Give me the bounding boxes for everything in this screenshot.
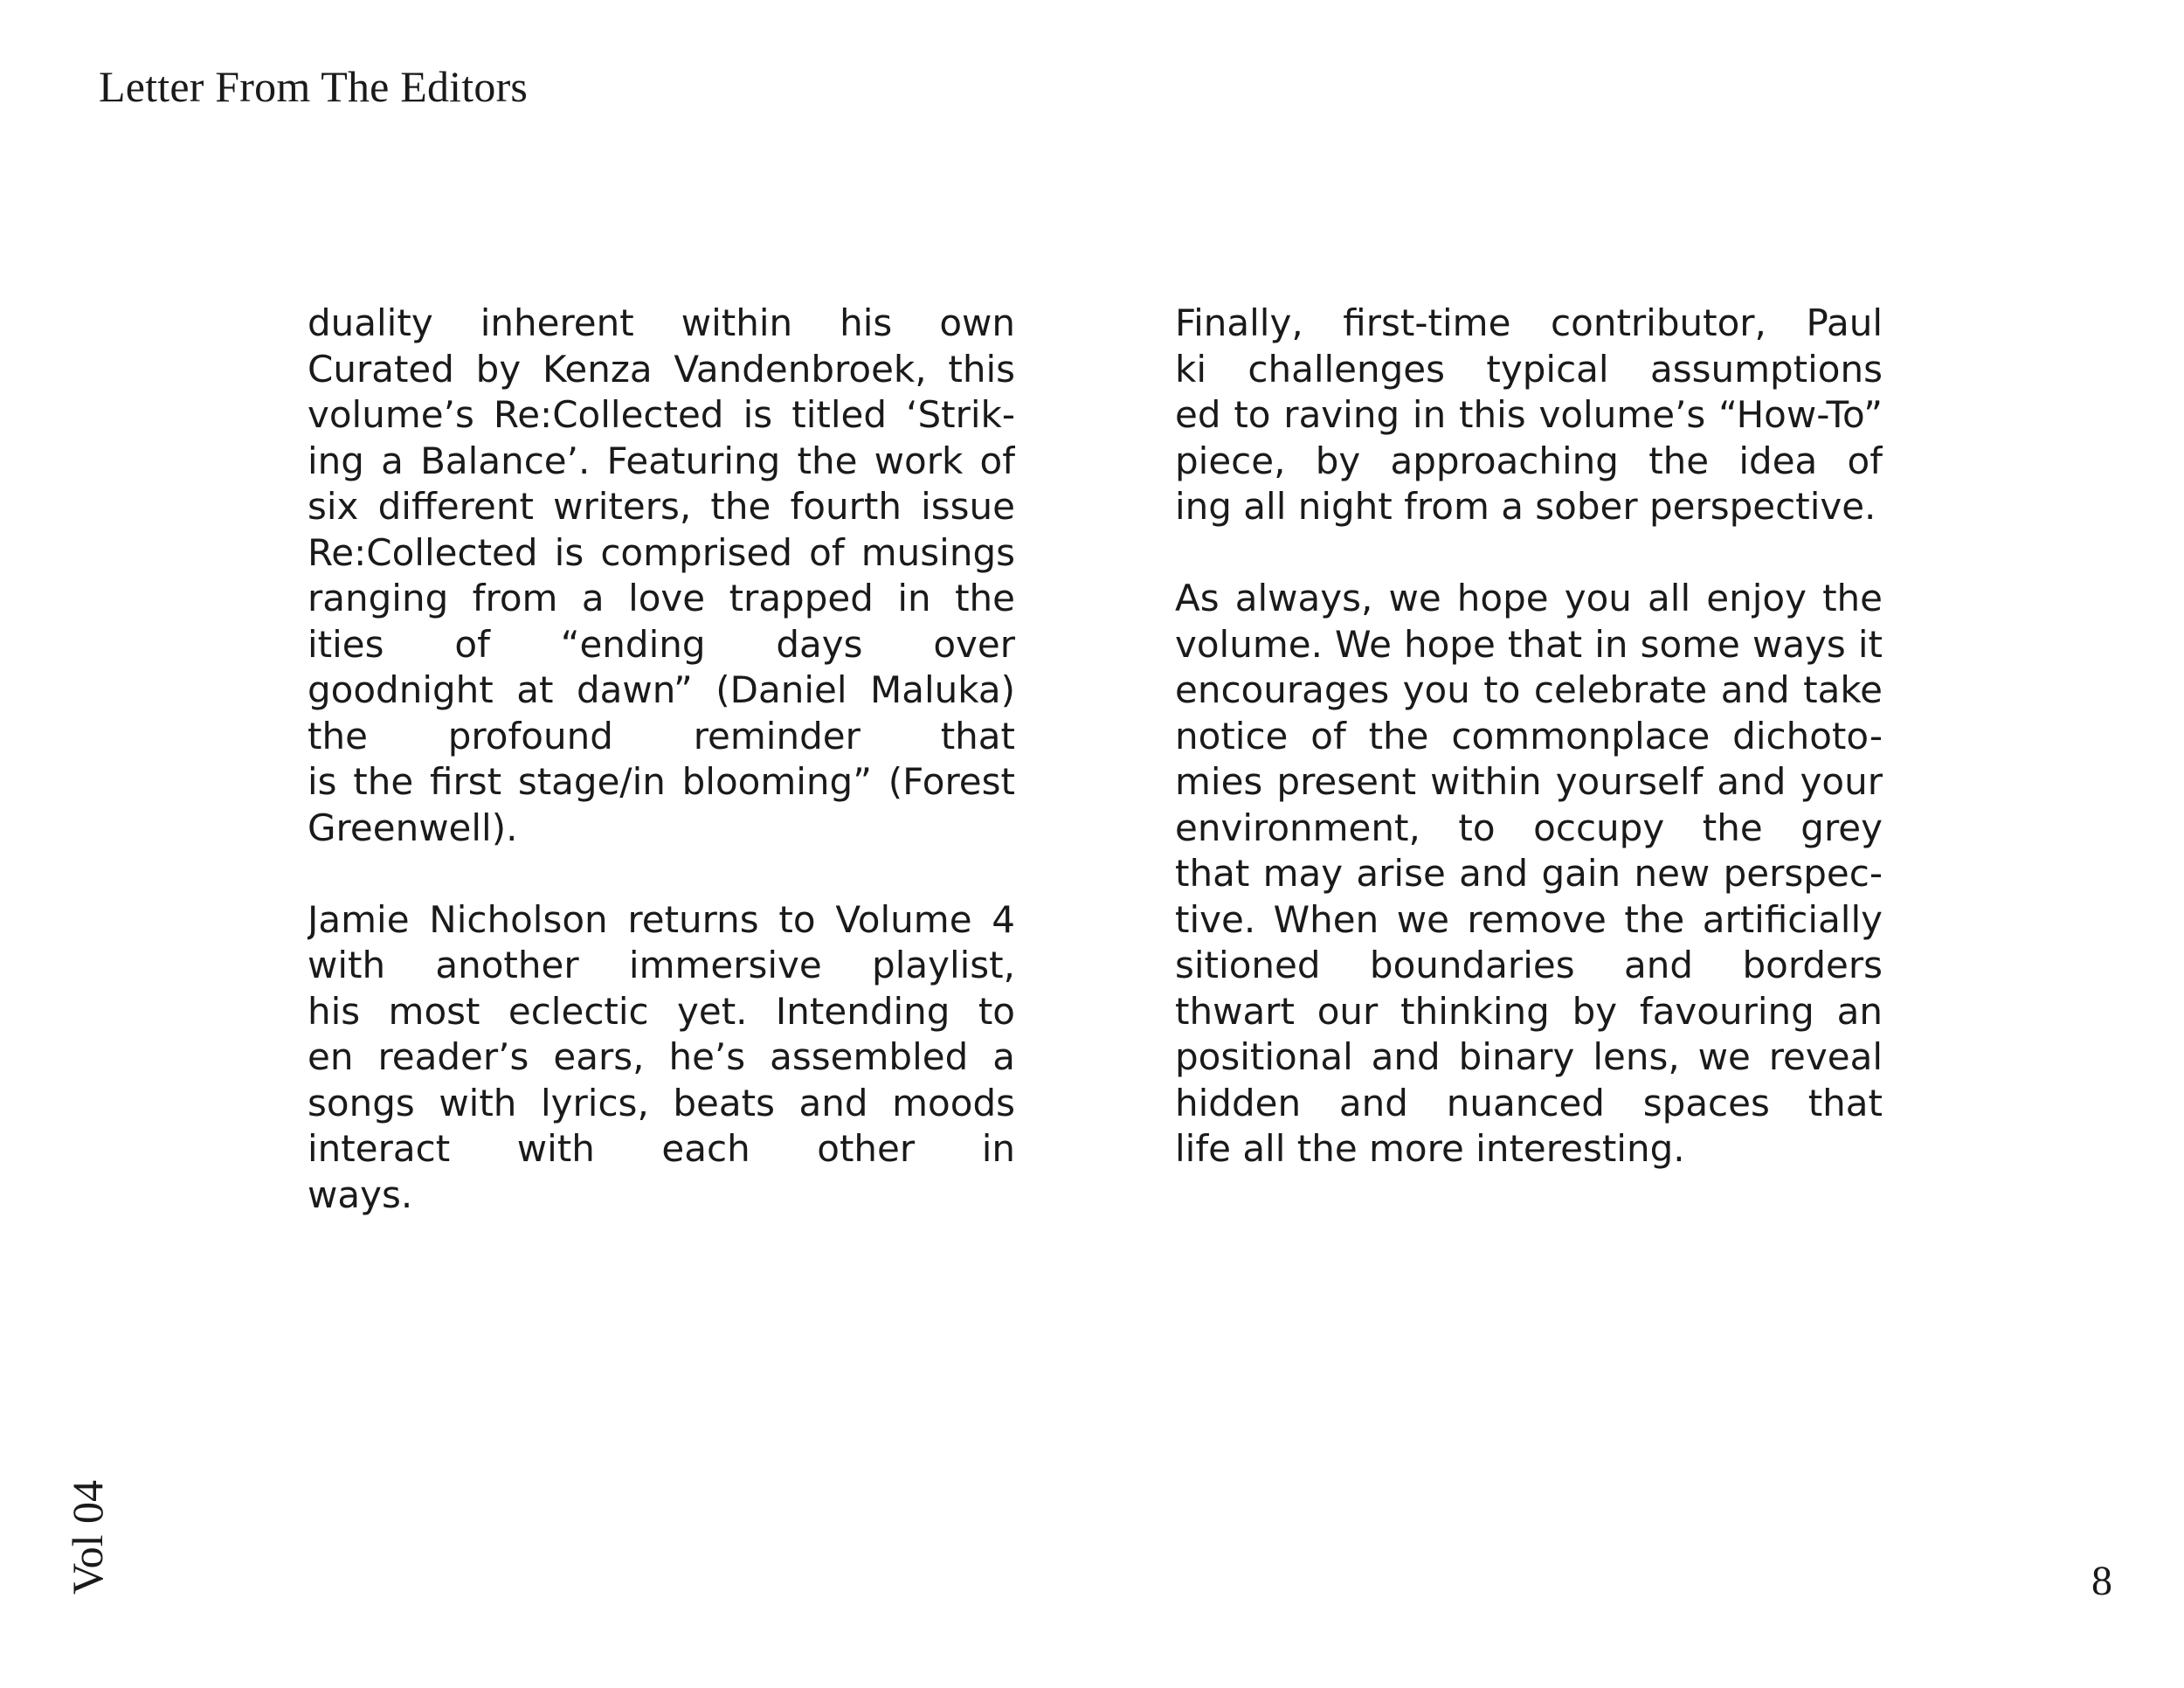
text-line: volume. We hope that in some ways it	[1175, 622, 1883, 666]
text-line: ities of “ending days over	[308, 622, 1015, 666]
text-line: As always, we hope you all enjoy the	[1175, 577, 1883, 619]
page-title: Letter From The Editors	[99, 62, 529, 111]
text-line: thwart our thinking by favouring an	[1175, 989, 1883, 1033]
text-line: is the first stage/in blooming” (Forest	[308, 760, 1015, 803]
text-line: interact with each other in	[308, 1127, 1015, 1170]
paragraph-gap	[1175, 530, 1883, 577]
text-line: that may arise and gain new perspec-	[1175, 852, 1883, 895]
text-line: Jamie Nicholson returns to Volume 4	[308, 897, 1015, 941]
text-line: environment, to occupy the grey	[1175, 806, 1883, 849]
text-line: ranging from a love trapped in the	[308, 577, 1015, 619]
text-line: ways.	[308, 1173, 413, 1216]
text-line: Finally, first-time contributor, Paul	[1175, 301, 1883, 344]
text-line: his most eclectic yet. Intending to	[308, 989, 1015, 1033]
text-line: with another immersive playlist,	[308, 944, 1015, 986]
text-line: goodnight at dawn” (Daniel Maluka)	[308, 668, 1015, 711]
text-line: sitioned boundaries and borders	[1175, 944, 1883, 986]
text-line: notice of the commonplace dichoto-	[1175, 714, 1883, 758]
text-line: duality inherent within his own	[308, 301, 1015, 344]
left-text-column	[308, 301, 1015, 1218]
text-line: piece, by approaching the idea of	[1175, 439, 1883, 482]
text-line: Greenwell).	[308, 806, 518, 849]
text-line: en reader’s ears, he’s assembled a	[308, 1035, 1015, 1078]
text-line: the profound reminder that	[308, 714, 1015, 758]
text-line: songs with lyrics, beats and moods	[308, 1081, 1015, 1124]
text-line: Re:Collected is comprised of musings	[308, 530, 1015, 574]
text-line: life all the more interesting.	[1175, 1127, 1685, 1170]
text-line: six different writers, the fourth issue	[308, 485, 1015, 528]
text-line: encourages you to celebrate and take	[1175, 668, 1883, 711]
text-line: ing all night from a sober perspective.	[1175, 485, 1876, 528]
paragraph-gap	[308, 851, 1015, 897]
text-line: ki challenges typical assumptions	[1175, 347, 1883, 391]
text-line: tive. When we remove the artificially	[1175, 897, 1883, 941]
text-line: positional and binary lens, we reveal	[1175, 1035, 1883, 1078]
right-text-column	[1175, 301, 1883, 1173]
page-number: 8	[2091, 1558, 2112, 1604]
text-line: ing a Balance’. Featuring the work of	[308, 439, 1015, 482]
text-line: ed to raving in this volume’s “How-To”	[1175, 393, 1883, 436]
text-line: hidden and nuanced spaces that	[1175, 1081, 1883, 1124]
text-line: mies present within yourself and your	[1175, 760, 1883, 803]
text-line: Curated by Kenza Vandenbroek, this	[308, 347, 1015, 391]
text-line: volume’s Re:Collected is titled ‘Strik-	[308, 393, 1015, 436]
volume-label: Vol 04	[63, 1479, 112, 1595]
